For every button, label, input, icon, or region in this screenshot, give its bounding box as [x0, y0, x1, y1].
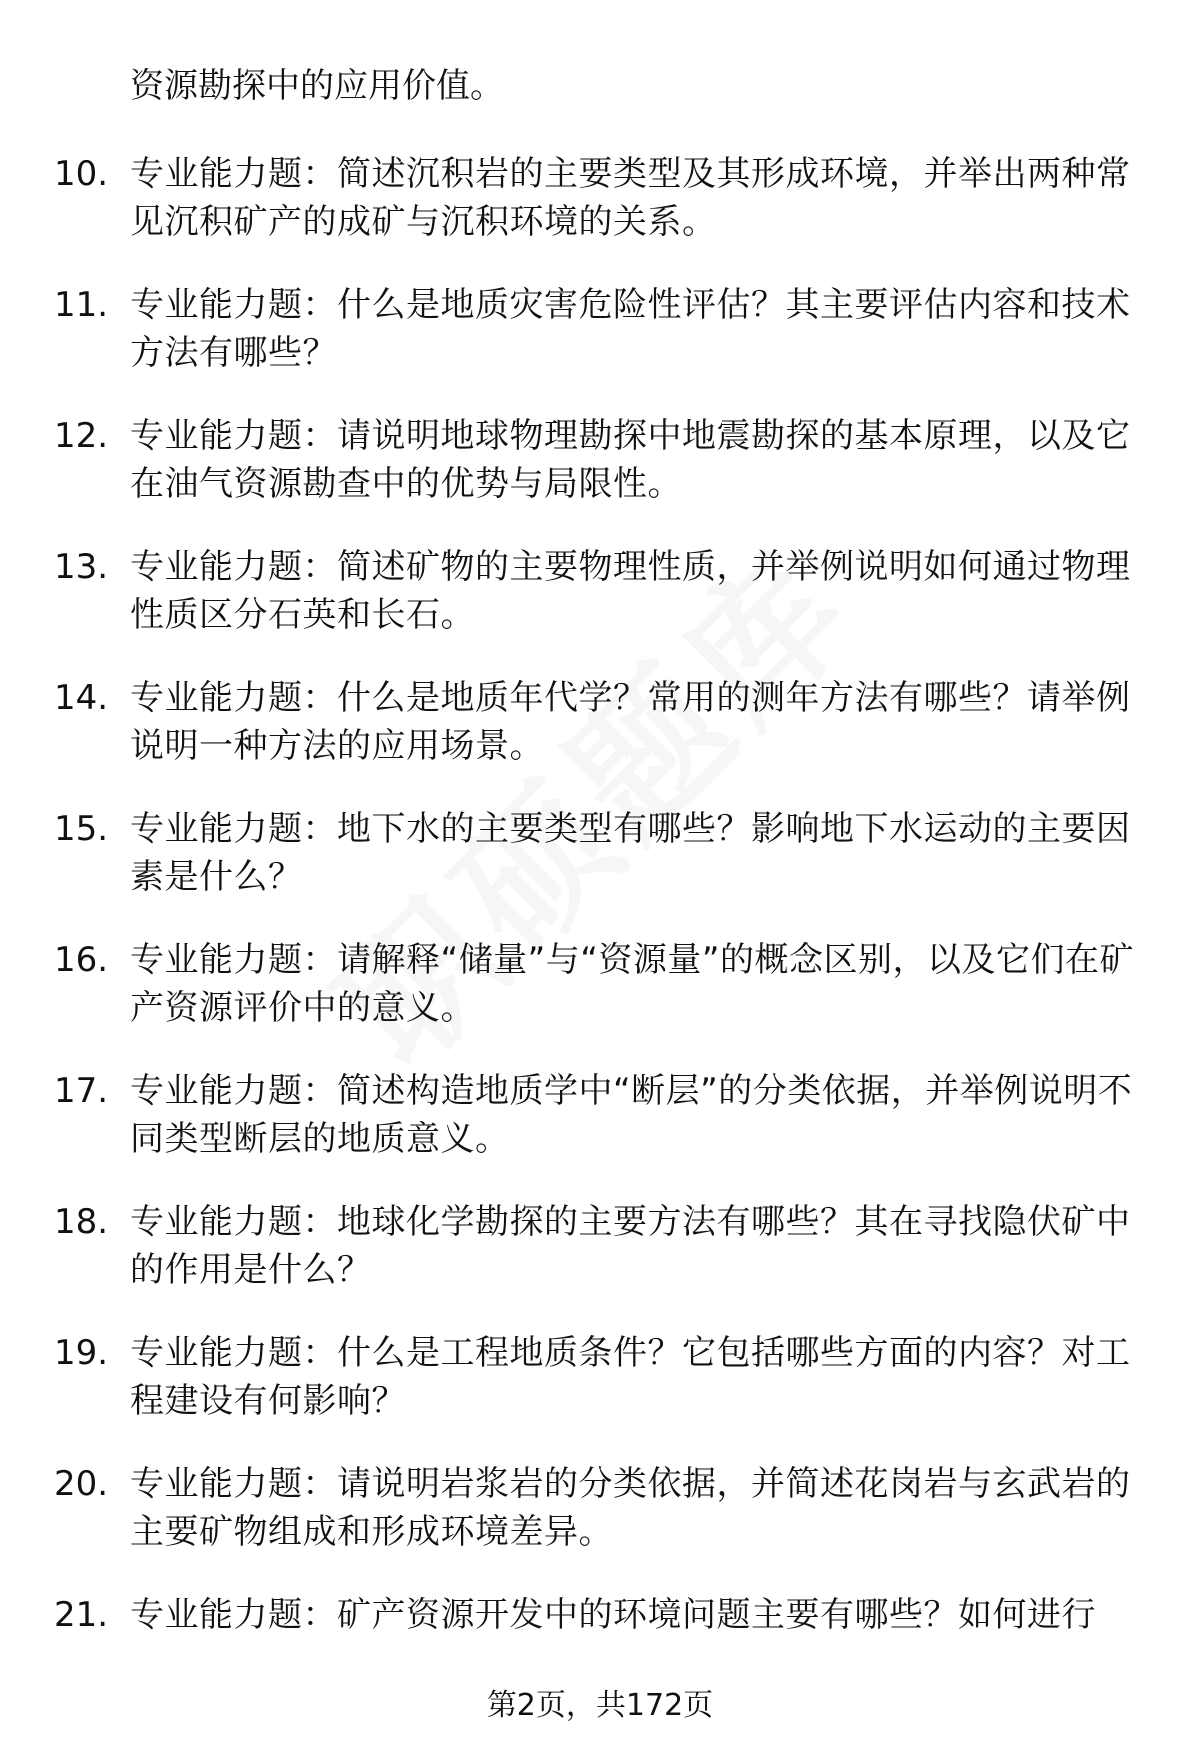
question-number: 18.: [54, 1202, 109, 1242]
question-number: 19.: [54, 1333, 109, 1373]
question-number: 13.: [54, 547, 109, 587]
question-text: 专业能力题：请说明地球物理勘探中地震勘探的基本原理，以及它在油气资源勘查中的优势与局限性。: [130, 416, 1131, 504]
question-item: [0, 1198, 1200, 1329]
question-text: 专业能力题：简述构造地质学中“断层”的分类依据，并举例说明不同类型断层的地质意义。: [130, 1071, 1133, 1159]
question-text: 专业能力题：简述沉积岩的主要类型及其形成环境，并举出两种常见沉积矿产的成矿与沉积环境的关系。: [130, 154, 1131, 242]
question-text: 专业能力题：地球化学勘探的主要方法有哪些？其在寻找隐伏矿中的作用是什么？: [130, 1202, 1131, 1290]
page-counter: 第2页，共172页: [486, 1688, 714, 1723]
question-number: 12.: [54, 416, 109, 456]
question-text: 专业能力题：什么是地质灾害危险性评估？其主要评估内容和技术方法有哪些？: [130, 285, 1131, 373]
question-number: 17.: [54, 1071, 109, 1111]
question-item: [0, 805, 1200, 936]
question-item: [0, 150, 1200, 281]
question-text: 专业能力题：什么是工程地质条件？它包括哪些方面的内容？对工程建设有何影响？: [130, 1333, 1131, 1421]
question-number: 16.: [54, 940, 109, 980]
question-item: [0, 281, 1200, 412]
question-number: 21.: [54, 1595, 109, 1635]
question-number: 20.: [54, 1464, 109, 1504]
question-item: [0, 1329, 1200, 1460]
question-number: 15.: [54, 809, 109, 849]
question-item: [0, 1067, 1200, 1198]
question-text: 专业能力题：地下水的主要类型有哪些？影响地下水运动的主要因素是什么？: [130, 809, 1131, 897]
question-text: 专业能力题：简述矿物的主要物理性质，并举例说明如何通过物理性质区分石英和长石。: [130, 547, 1131, 635]
continued-question-text: 资源勘探中的应用价值。: [130, 66, 504, 106]
question-text: 专业能力题：矿产资源开发中的环境问题主要有哪些？如何进行: [130, 1595, 1096, 1635]
question-item: [0, 543, 1200, 674]
question-item: [0, 936, 1200, 1067]
question-number: 10.: [54, 154, 109, 194]
question-item: [0, 674, 1200, 805]
question-item: [0, 412, 1200, 543]
question-list: [0, 150, 1200, 1722]
question-number: 11.: [54, 285, 109, 325]
question-item: [0, 1460, 1200, 1591]
question-number: 14.: [54, 678, 109, 718]
question-text: 专业能力题：请解释“储量”与“资源量”的概念区别，以及它们在矿产资源评价中的意义。: [130, 940, 1134, 1028]
question-text: 专业能力题：什么是地质年代学？常用的测年方法有哪些？请举例说明一种方法的应用场景。: [130, 678, 1131, 766]
question-text: 专业能力题：请说明岩浆岩的分类依据，并简述花岗岩与玄武岩的主要矿物组成和形成环境差异。: [130, 1464, 1131, 1552]
